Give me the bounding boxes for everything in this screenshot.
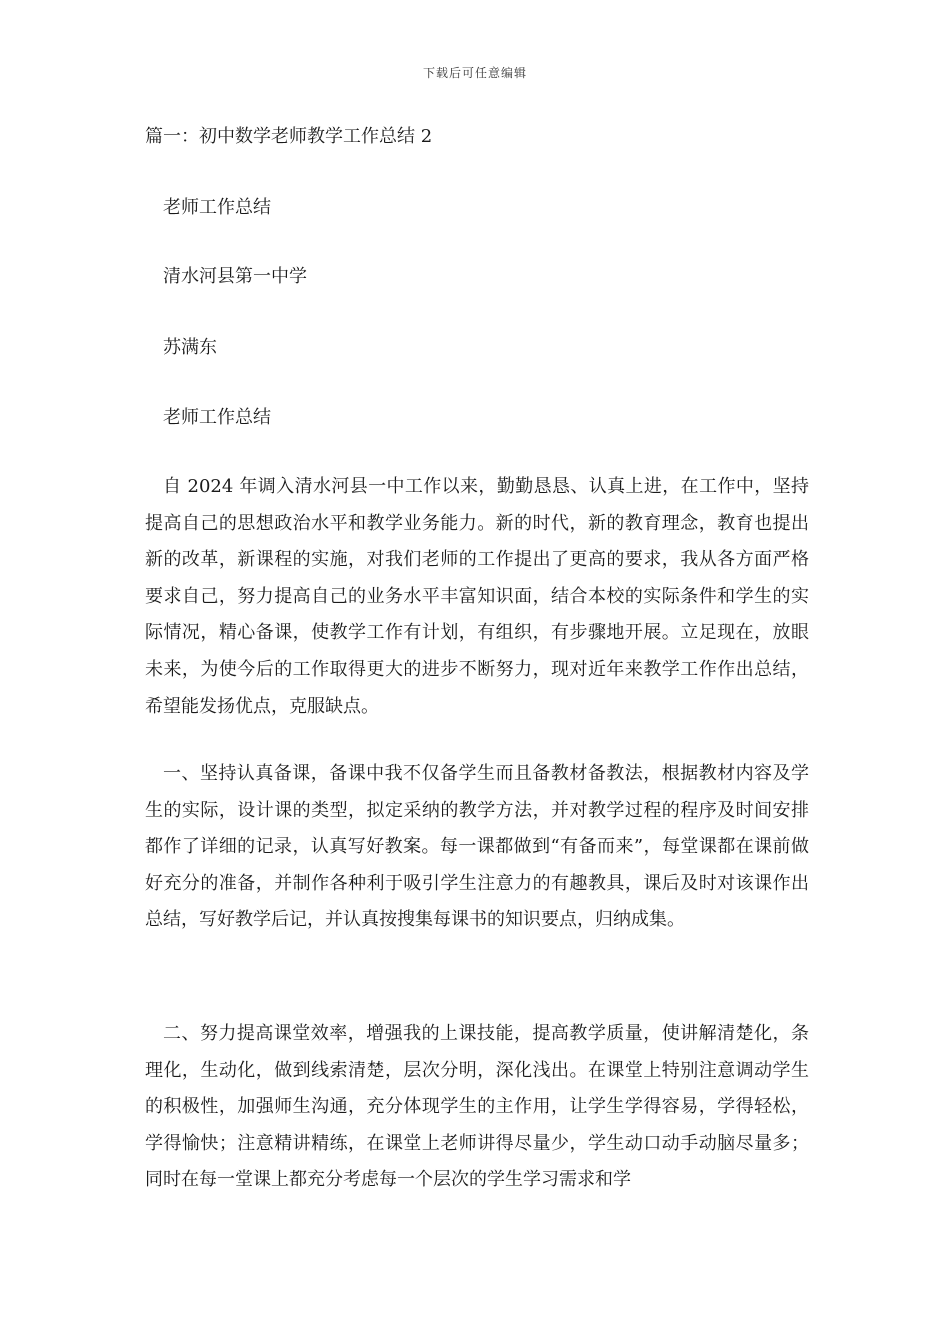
paragraph-section-2: 二、努力提高课堂效率，增强我的上课技能，提高教学质量，使讲解清楚化，条理化，生动化，做到线索清楚，层次分明，深化浅出。在课堂上特别注意调动学生的积极性，加强师生沟通，充分体现学生的主作用，让学生学得容易，学得轻松，学得愉快；注意精讲精练，在课堂上老师讲得尽量少，学生动口动手动脑尽量多；同时在每一堂课上都充分考虑每一个层次的学生学习需求和学: [145, 1023, 809, 1191]
author-name: 苏满东: [163, 337, 217, 358]
heading-teacher-summary: 老师工作总结: [163, 197, 271, 218]
document-title: 篇一：初中数学老师教学工作总结 2: [145, 126, 433, 147]
paragraph-section-1: 一、坚持认真备课，备课中我不仅备学生而且备教材备教法，根据教材内容及学生的实际，设计课的类型，拟定采纳的教学方法，并对教学过程的程序及时间安排都作了详细的记录，认真写好教案。每一课都做到“有备而来”，每堂课都在课前做好充分的准备，并制作各种利于吸引学生注意力的有趣教具，课后及时对该课作出总结，写好教学后记，并认真按搜集每课书的知识要点，归纳成集。: [145, 763, 809, 931]
school-name: 清水河县第一中学: [163, 266, 307, 287]
page-header: 下载后可任意编辑: [422, 66, 527, 80]
paragraph-intro: 自 2024 年调入清水河县一中工作以来，勤勤恳恳、认真上进，在工作中，坚持提高自己的思想政治水平和教学业务能力。新的时代，新的教育理念，教育也提出新的改革，新课程的实施，对我们老师的工作提出了更高的要求，我从各方面严格要求自己，努力提高自己的业务水平丰富知识面，结合本校的实际条件和学生的实际情况，精心备课，使教学工作有计划，有组织，有步骤地开展。立足现在，放眼未来，为使今后的工作取得更大的进步不断努力，现对近年来教学工作作出总结，希望能发扬优点，克服缺点。: [145, 476, 809, 717]
heading-teacher-summary-2: 老师工作总结: [163, 407, 271, 428]
